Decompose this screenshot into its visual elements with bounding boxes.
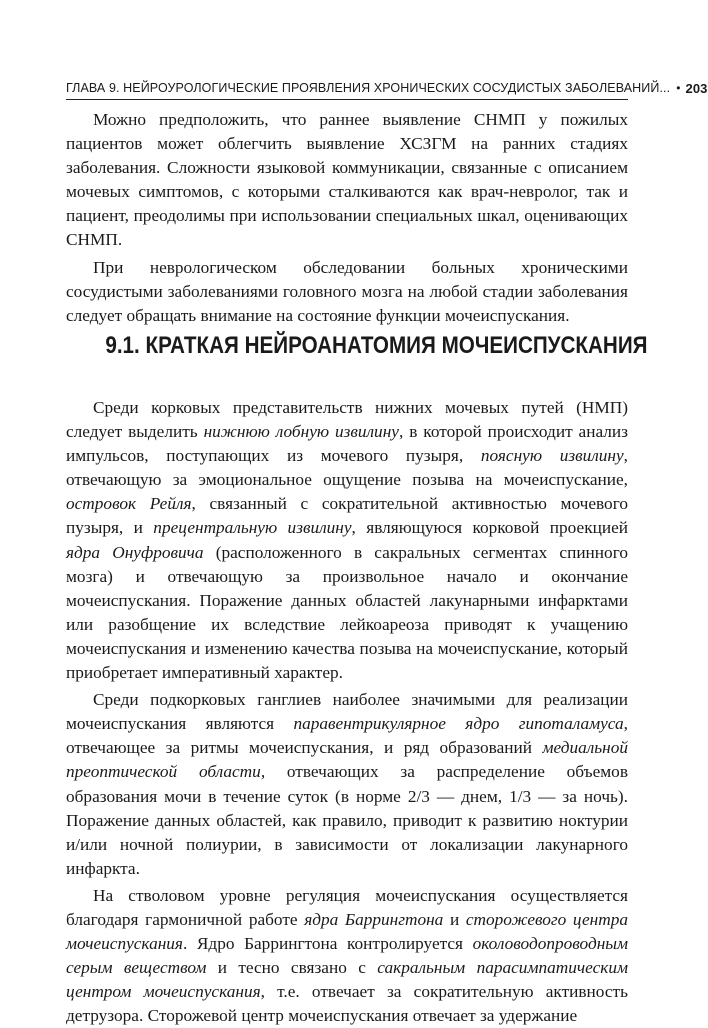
emphasis: ядра Баррингтона — [304, 909, 444, 929]
section-text — [66, 396, 628, 1028]
paragraph: На стволовом уровне регуляция мочеиспускания осуществляется благодаря гармоничной работе ядра Баррингтона и сторожевого центра мочеиспускания. Ядро Баррингтона контролируется околоводопроводным серым веществом и тесно связано с сакральным парасимпатическим центром мочеиспускания, т.е. отвечает за сократительную активность детрузора. Сторожевой центр мочеиспускания отвечает за удержание — [66, 885, 629, 1026]
header-rule — [66, 99, 628, 100]
paragraph: Среди корковых представительств нижних мочевых путей (НМП) следует выделить нижнюю лобную извилину, в которой происходит анализ импульсов, поступающих из мочевого пузыря, поясную извилину, отвечающую за эмоциональное ощущение позыва на мочеиспускание, островок Рейля, связанный с сократительной активностью мочевого пузыря, и прецентральную извилину, являющуюся корковой проекцией ядра Онуфровича (расположенного в сакральных сегментах спинного мозга) и отвечающую за произвольное начало и окончание мочеиспускания. Поражение данных областей лакунарными инфарктами или разобщение их вследствие лейкоареоза приводят к учащению мочеиспускания и изменению качества позыва на мочеиспускание, который приобретает императивный характер. — [66, 398, 629, 683]
emphasis: околоводопроводным серым веществом — [66, 934, 628, 978]
page-number: 203 — [685, 80, 708, 96]
paragraph: При неврологическом обследовании больных хроническими сосудистыми заболеваниями головного мозга на любой стадии заболевания следует обращать внимание на состояние функции мочеиспускания. — [66, 257, 628, 325]
emphasis: сторожевого центра мочеиспускания — [66, 909, 629, 954]
emphasis: поясную извилину — [480, 446, 624, 466]
emphasis: прецентральную извилину — [153, 518, 352, 538]
running-head — [66, 78, 708, 98]
emphasis: сакральным парасимпатическим центром мочеиспускания — [66, 958, 628, 1002]
bullet-separator: • — [676, 81, 681, 95]
emphasis: медиальной преоптической области — [66, 738, 628, 782]
paragraph: Среди подкорковых ганглиев наиболее значимыми для реализации мочеиспускания являются паравентрикулярное ядро гипоталамуса, отвечающее за ритмы мочеиспускания, и ряд образований медиальной преоптической области, отвечающих за распределение объемов образования мочи в течение суток (в норме 2/3 — днем, 1/3 — за ночь). Поражение данных областей, как правило, приводит к развитию ноктурии и/или ночной полиурии, в зависимости от локализации лакунарного инфаркта. — [66, 690, 628, 878]
intro-text — [66, 108, 628, 328]
section-heading: 9.1. КРАТКАЯ НЕЙРОАНАТОМИЯ МОЧЕИСПУСКАНИЯ — [105, 332, 648, 359]
emphasis: нижнюю лобную извилину — [203, 422, 399, 442]
chapter-title: ГЛАВА 9. НЕЙРОУРОЛОГИЧЕСКИЕ ПРОЯВЛЕНИЯ ХРОНИЧЕСКИХ СОСУДИСТЫХ ЗАБОЛЕВАНИЙ... — [66, 81, 671, 95]
emphasis: ядра Онуфровича — [66, 542, 204, 562]
emphasis: паравентрикулярное ядро гипоталамуса — [293, 714, 624, 734]
emphasis: островок Рейля — [66, 494, 192, 514]
paragraph: Можно предположить, что раннее выявление СНМП у пожилых пациентов может облегчить выявление ХСЗГМ на ранних стадиях заболевания. Сложности языковой коммуникации, связанные с описанием мочевых симптомов, с которыми сталкиваются как врач-невролог, так и пациент, преодолимы при использовании специальных шкал, оценивающих СНМП. — [66, 110, 628, 250]
